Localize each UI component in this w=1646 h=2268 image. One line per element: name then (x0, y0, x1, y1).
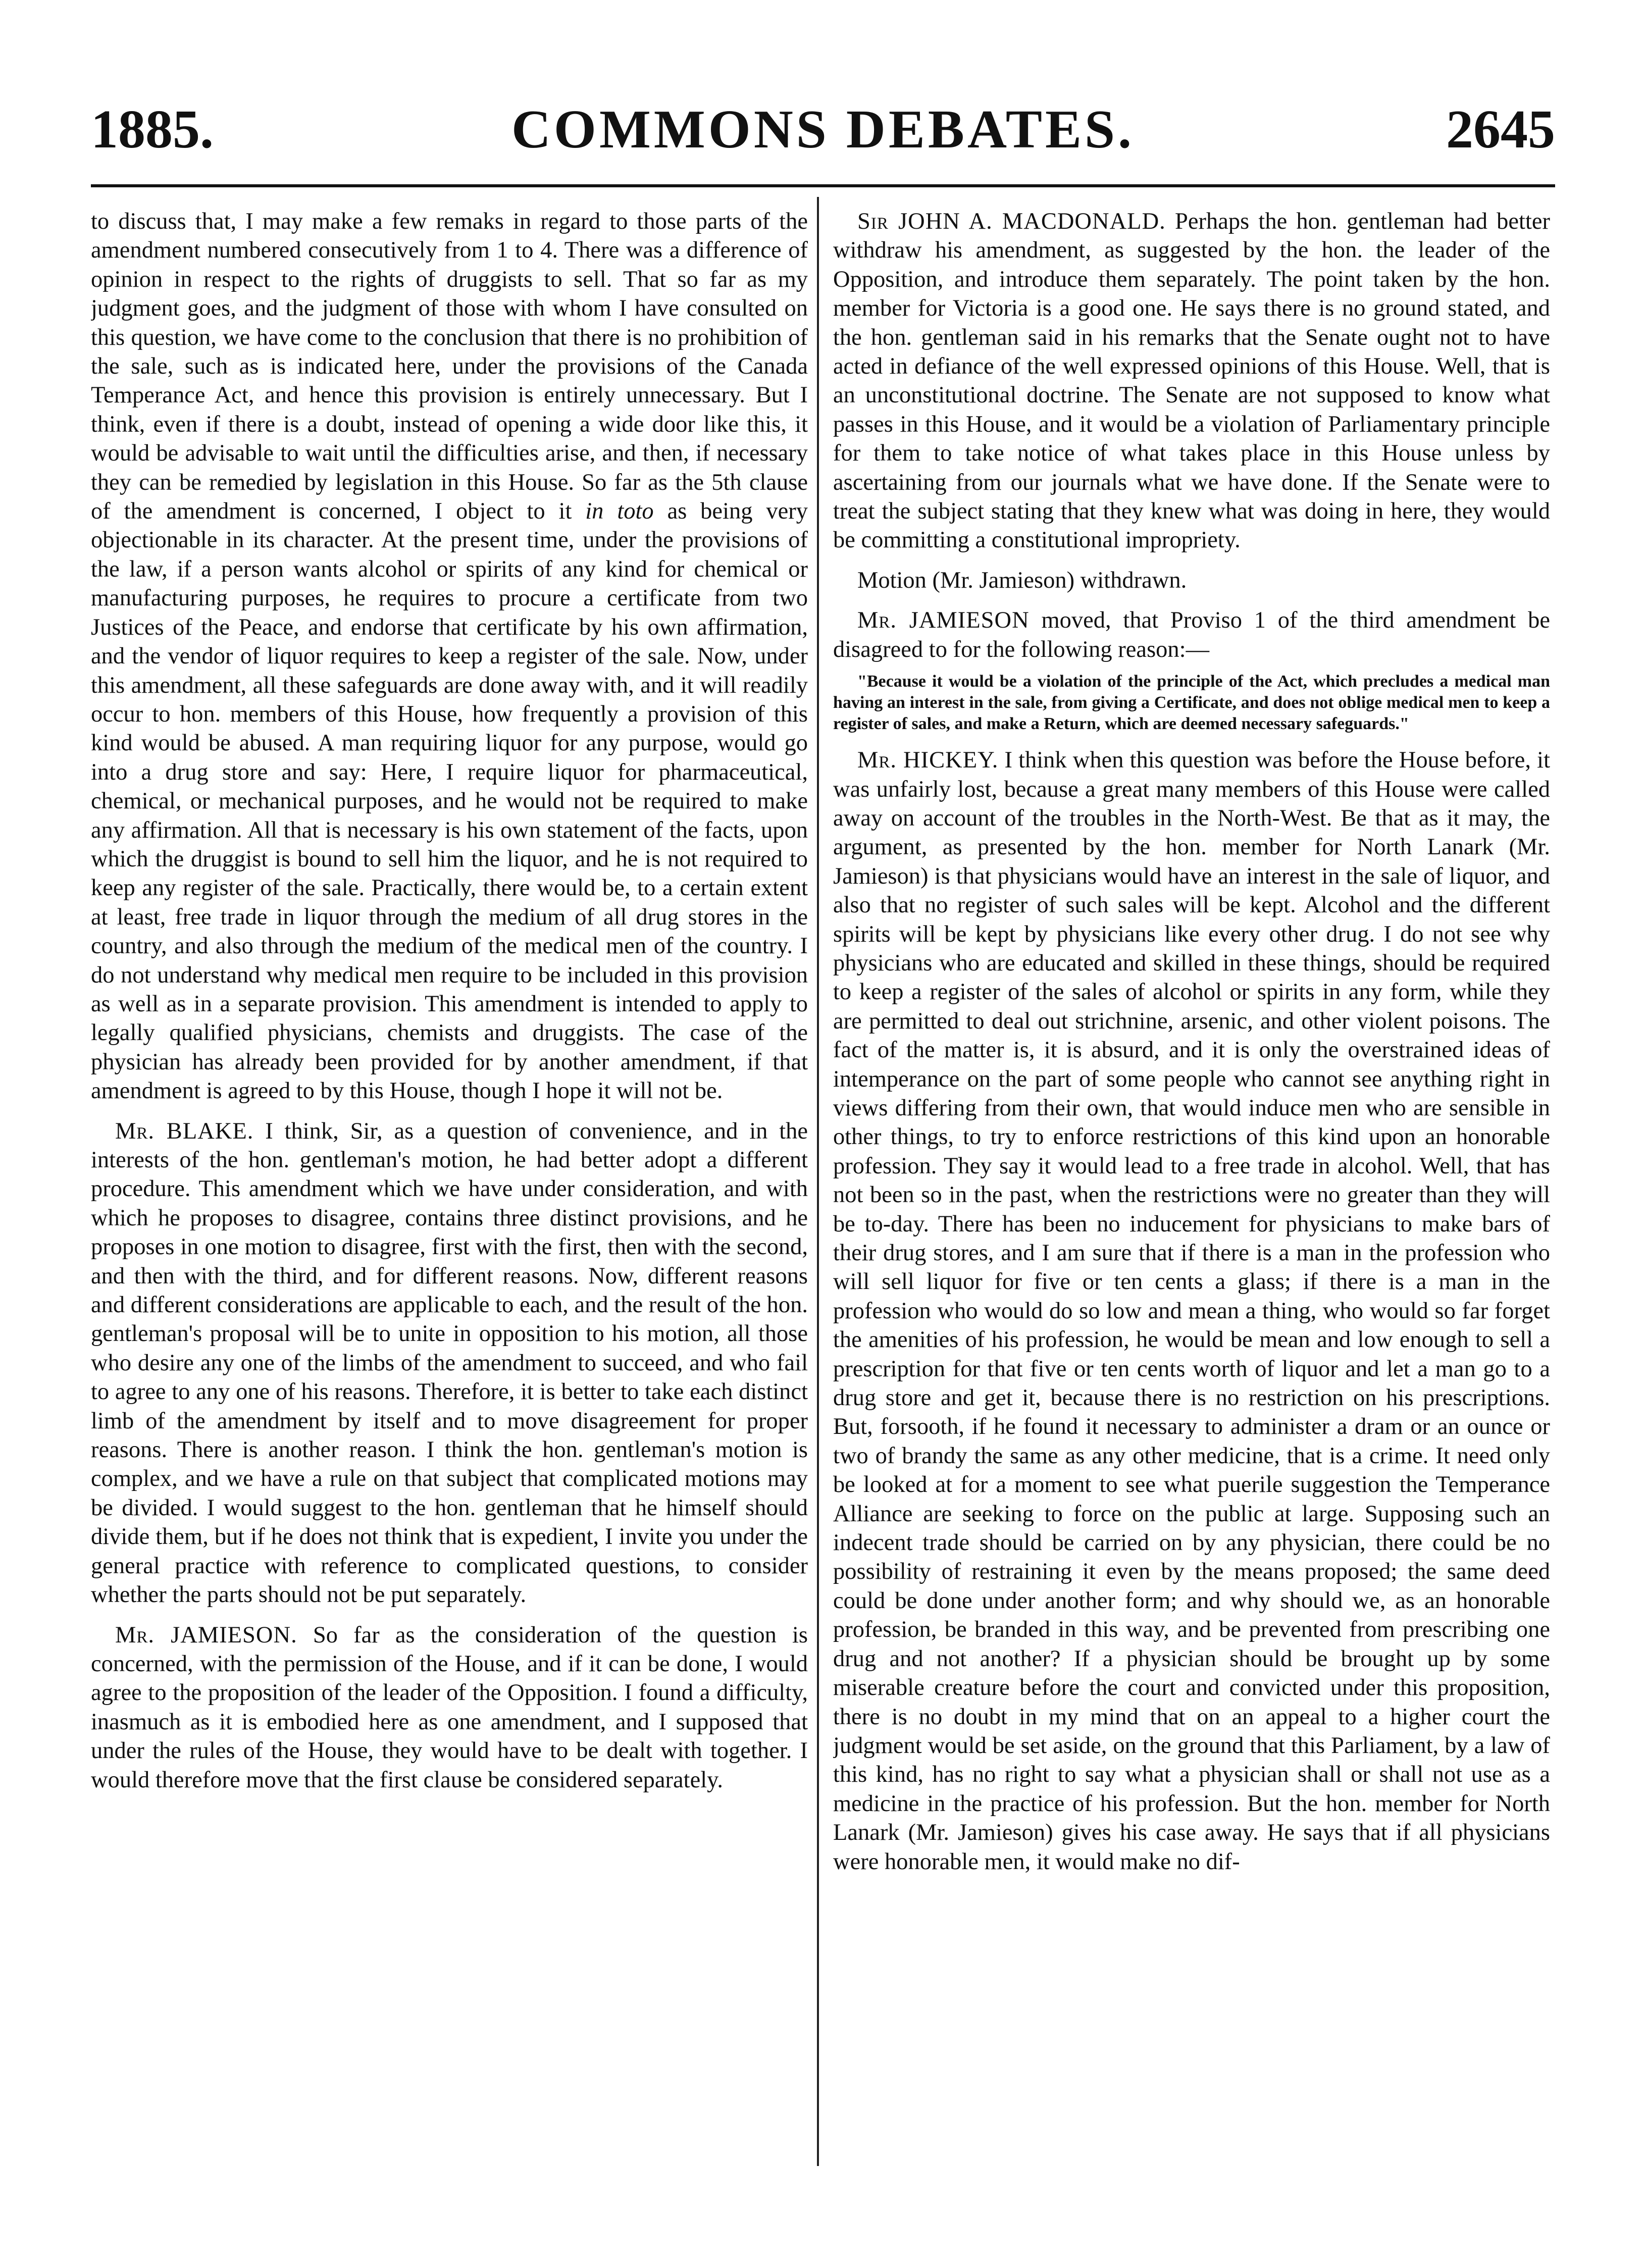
motion-withdrawn: Motion (Mr. Jamieson) withdrawn. (857, 567, 1187, 593)
right-column (833, 207, 1550, 2156)
header-year: 1885. (91, 99, 214, 160)
right-paragraph-jamieson-motion: Mr. JAMIESON moved, that Proviso 1 of the third amendment be disagreed to for the following reason:— (833, 607, 1550, 662)
header-page-number: 2645 (1446, 99, 1555, 160)
quoted-reason: "Because it would be a violation of the principle of the Act, which precludes a medical man having an interest in the sale, from giving a Certificate, and does not oblige medical men to keep a register of sales, and make a Return, which are deemed necessary safeguards." (833, 672, 1550, 734)
speaker-name: Mr. BLAKE. (115, 1118, 254, 1144)
right-paragraph-hickey: Mr. HICKEY. I think when this question was before the House before, it was unfairly lost, because a great many members of this House were called away on account of the troubles in the North-West. Be that as it may, the argument, as presented by the hon. member for North Lanark (Mr. Jamieson) is that physicians would have an interest in the sale of liquor, and also that no register of such sales will be kept. Alcohol and the different spirits will be kept by physicians like every other drug. I do not see why physicians who are educated and skilled in these things, should be required to keep a register of the sales of alcohol or spirits in any form, while they are permitted to deal out strichnine, arsenic, and other violent poisons. The fact of the matter is, it is absurd, and it is only the overstrained ideas of intemperance on the part of some people who cannot see anything right in views differing from their own, that would induce men who are sensible in other things, to try to enforce restrictions of this kind upon an honorable profession. They say it would lead to a free trade in alcohol. Well, that has not been so in the past, when the restrictions were no greater than they will be to-day. There has been no inducement for physicians to make bars of their drug stores, and I am sure that if there is a man in the profession who will sell liquor for five or ten cents a glass; if there is a man in the profession who would do so low and mean a thing, who would so far forget the amenities of his profession, he would be mean and low enough to sell a prescription for that five or ten cents worth of liquor and let a man go to a drug store and get it, because there is no restriction on his prescriptions. But, forsooth, if he found it necessary to administer a dram or an ounce or two of brandy the same as any other medicine, that is a crime. It need only be looked at for a moment to see what puerile suggestion the Temperance Alliance are seeking to force on the public at large. Supposing such an indecent trade should be carried on by any physician, there could be no possibility of restraining it even by the means proposed; the same deed could be done under another form; and why should we, as an honorable profession, be branded in this way, and be prevented from prescribing one drug and not another? If a physician should be brought up by some miserable creature before the court and convicted under this proposition, there is no doubt in my mind that on an appeal to a higher court the judgment would be set aside, on the ground that this Parliament, by a law of this kind, has no right to say what a physician shall or shall not use as a medicine in the practice of his profession. But the hon. member for North Lanark (Mr. Jamieson) gives his case away. He says that if all physicians were honorable men, it would make no dif- (833, 747, 1550, 1875)
header-title: COMMONS DEBATES. (511, 99, 1135, 160)
speaker-name: Mr. JAMIESON. (115, 1622, 297, 1648)
column-divider (817, 197, 819, 2166)
page-header (91, 98, 1555, 174)
right-paragraph-macdonald: Sir JOHN A. MACDONALD. Perhaps the hon. gentleman had better withdraw his amendment, as suggested by the hon. the leader of the Opposition, and introduce them separately. The point taken by the hon. member for Victoria is a good one. He says there is no ground stated, and the hon. gentleman said in his remarks that the Senate ought not to have acted in defiance of the well expressed opinions of this House. Well, that is an unconstitutional doctrine. The Senate are not supposed to know what passes in this House, and it would be a violation of Parliamentary principle for them to take notice of what takes place in this House unless by ascertaining from our journals what we have done. If the Senate were to treat the subject stating that they knew what was doing in here, they would be committing a constitutional impropriety. (833, 209, 1550, 553)
speaker-name: Sir JOHN A. MACDONALD. (857, 209, 1166, 234)
header-rule (91, 184, 1555, 187)
left-paragraph-blake: Mr. BLAKE. I think, Sir, as a question of convenience, and in the interests of the hon. gentleman's motion, he had better adopt a different procedure. This amendment which we have under consideration, and with which he proposes to disagree, contains three distinct provisions, and he proposes in one motion to disagree, first with the first, then with the second, and then with the third, and for different reasons. Now, different reasons and different considerations are applicable to each, and the result of the hon. gentleman's proposal will be to unite in opposition to his motion, all those who desire any one of the limbs of the amendment to succeed, and who fail to agree to any one of his reasons. Therefore, it is better to take each distinct limb of the amendment by itself and to move disagreement for proper reasons. There is another reason. I think the hon. gentleman's motion is complex, and we have a rule on that subject that complicated motions may be divided. I would suggest to the hon. gentleman that he himself should divide them, but if he does not think that is expedient, I invite you under the general practice with reference to complicated questions, to consider whether the parts should not be put separately. (91, 1118, 808, 1608)
left-column (91, 207, 808, 2156)
latin-phrase: in toto (585, 498, 654, 525)
speaker-name: Mr. JAMIESON (857, 607, 1030, 634)
left-paragraph-jamieson: Mr. JAMIESON. So far as the consideration of the question is concerned, with the permission of the House, and if it can be done, I would agree to the proposition of the leader of the Opposition. I found a difficulty, inasmuch as it is embodied here as one amendment, and I supposed that under the rules of the House, they would have to be dealt with together. I would therefore move that the first clause be considered separately. (91, 1622, 808, 1793)
left-paragraph-1: to discuss that, I may make a few remaks in regard to those parts of the amendment numbered consecutively from 1 to 4. There was a difference of opinion in respect to the rights of druggists to sell. That so far as my judgment goes, and the judgment of those with whom I have consulted on this question, we have come to the conclusion that there is no prohibition of the sale, such as is indicated here, under the provisions of the Canada Temperance Act, and hence this provision is entirely unnecessary. But I think, even if there is a doubt, instead of opening a wide door like this, it would be advisable to wait until the difficulties arise, and then, if necessary they can be remedied by legislation in this House. So far as the 5th clause of the amendment is concerned, I object to it in toto as being very objectionable in its character. At the present time, under the provisions of the law, if a person wants alcohol or spirits of any kind for chemical or manufacturing purposes, he requires to procure a certificate from two Justices of the Peace, and endorse that certificate by his own affirmation, and the vendor of liquor requires to keep a register of the sale. Now, under this amendment, all these safeguards are done away with, and it will readily occur to hon. members of this House, how frequently a provision of this kind would be abused. A man requiring liquor for any purpose, would go into a drug store and say: Here, I require liquor for pharmaceutical, chemical, or mechanical purposes, and he would not be required to make any affirmation. All that is necessary is his own statement of the facts, upon which the druggist is bound to sell him the liquor, and he is not required to keep any register of the sale. Practically, there would be, to a certain extent at least, free trade in liquor through the medium of all drug stores in the country, and also through the medium of the medical men of the country. I do not understand why medical men require to be included in this provision as well as in a separate provision. This amendment is intended to apply to legally qualified physicians, chemists and druggists. The case of the physician has already been provided for by another amendment, if that amendment is agreed to by this House, though I hope it will not be. (91, 209, 808, 1104)
speaker-name: Mr. HICKEY. (857, 747, 999, 774)
